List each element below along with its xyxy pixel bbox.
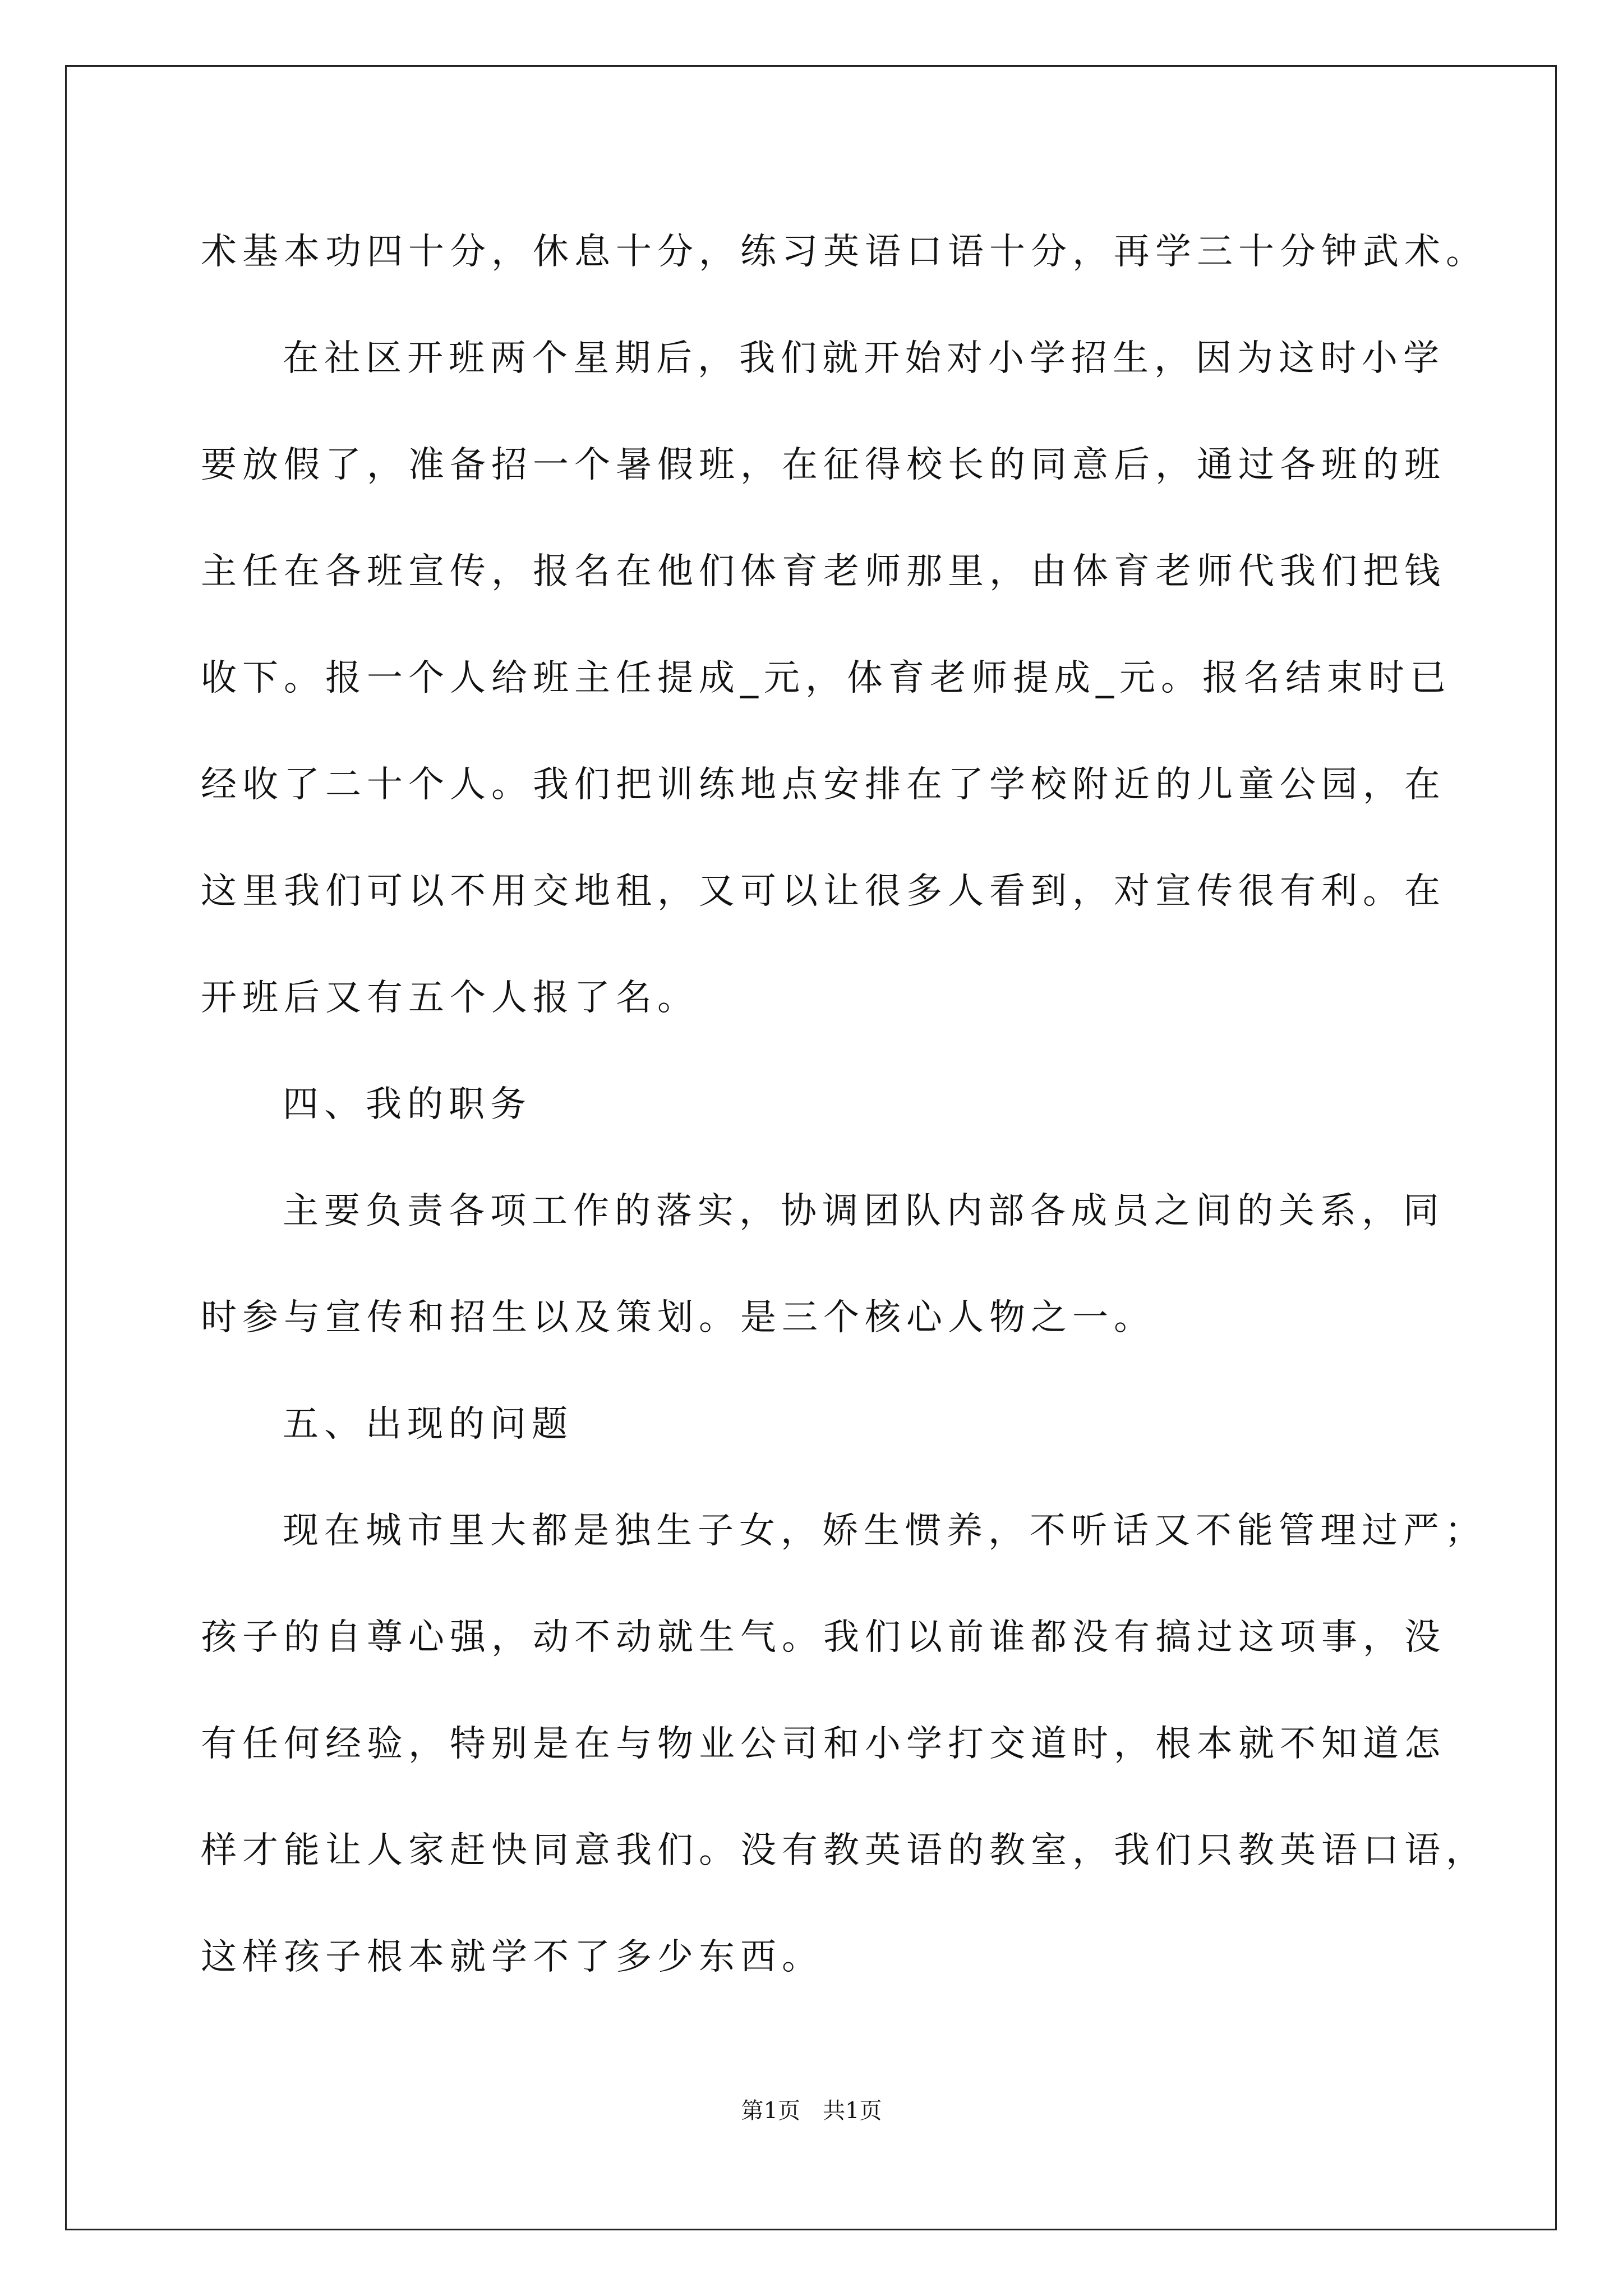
paragraph-line: 在社区开班两个星期后，我们就开始对小学招生，因为这时小学 [283,338,1445,379]
paragraph-line: 现在城市里大都是独生子女，娇生惯养，不听话又不能管理过严； [283,1510,1486,1552]
text-line: 时参与宣传和招生以及策划。是三个核心人物之一。 [201,1297,1155,1338]
text-line: 有任何经验，特别是在与物业公司和小学打交道时，根本就不知道怎 [201,1723,1446,1765]
page-number-footer: 第1页 共1页 [741,2098,882,2124]
section-heading: 四、我的职务 [283,1084,532,1125]
text-line: 开班后又有五个人报了名。 [201,977,699,1019]
text-line: 这里我们可以不用交地租，又可以让很多人看到，对宣传很有利。在 [201,871,1446,912]
text-line: 要放假了，准备招一个暑假班，在征得校长的同意后，通过各班的班 [201,444,1446,486]
text-line: 收下。报一个人给班主任提成_元，体育老师提成_元。报名结束时已 [201,657,1451,699]
text-line: 术基本功四十分，休息十分，练习英语口语十分，再学三十分钟武术。 [201,231,1487,273]
paragraph-line: 主要负责各项工作的落实，协调团队内部各成员之间的关系，同 [283,1190,1445,1232]
text-line: 样才能让人家赶快同意我们。没有教英语的教室，我们只教英语口语， [201,1830,1487,1871]
text-line: 主任在各班宣传，报名在他们体育老师那里，由体育老师代我们把钱 [201,551,1446,592]
text-line: 经收了二十个人。我们把训练地点安排在了学校附近的儿童公园，在 [201,764,1446,806]
page-border [65,65,1557,2230]
text-line: 这样孩子根本就学不了多少东西。 [201,1936,823,1978]
text-line: 孩子的自尊心强，动不动就生气。我们以前谁都没有搞过这项事，没 [201,1617,1446,1658]
section-heading: 五、出现的问题 [283,1404,573,1445]
